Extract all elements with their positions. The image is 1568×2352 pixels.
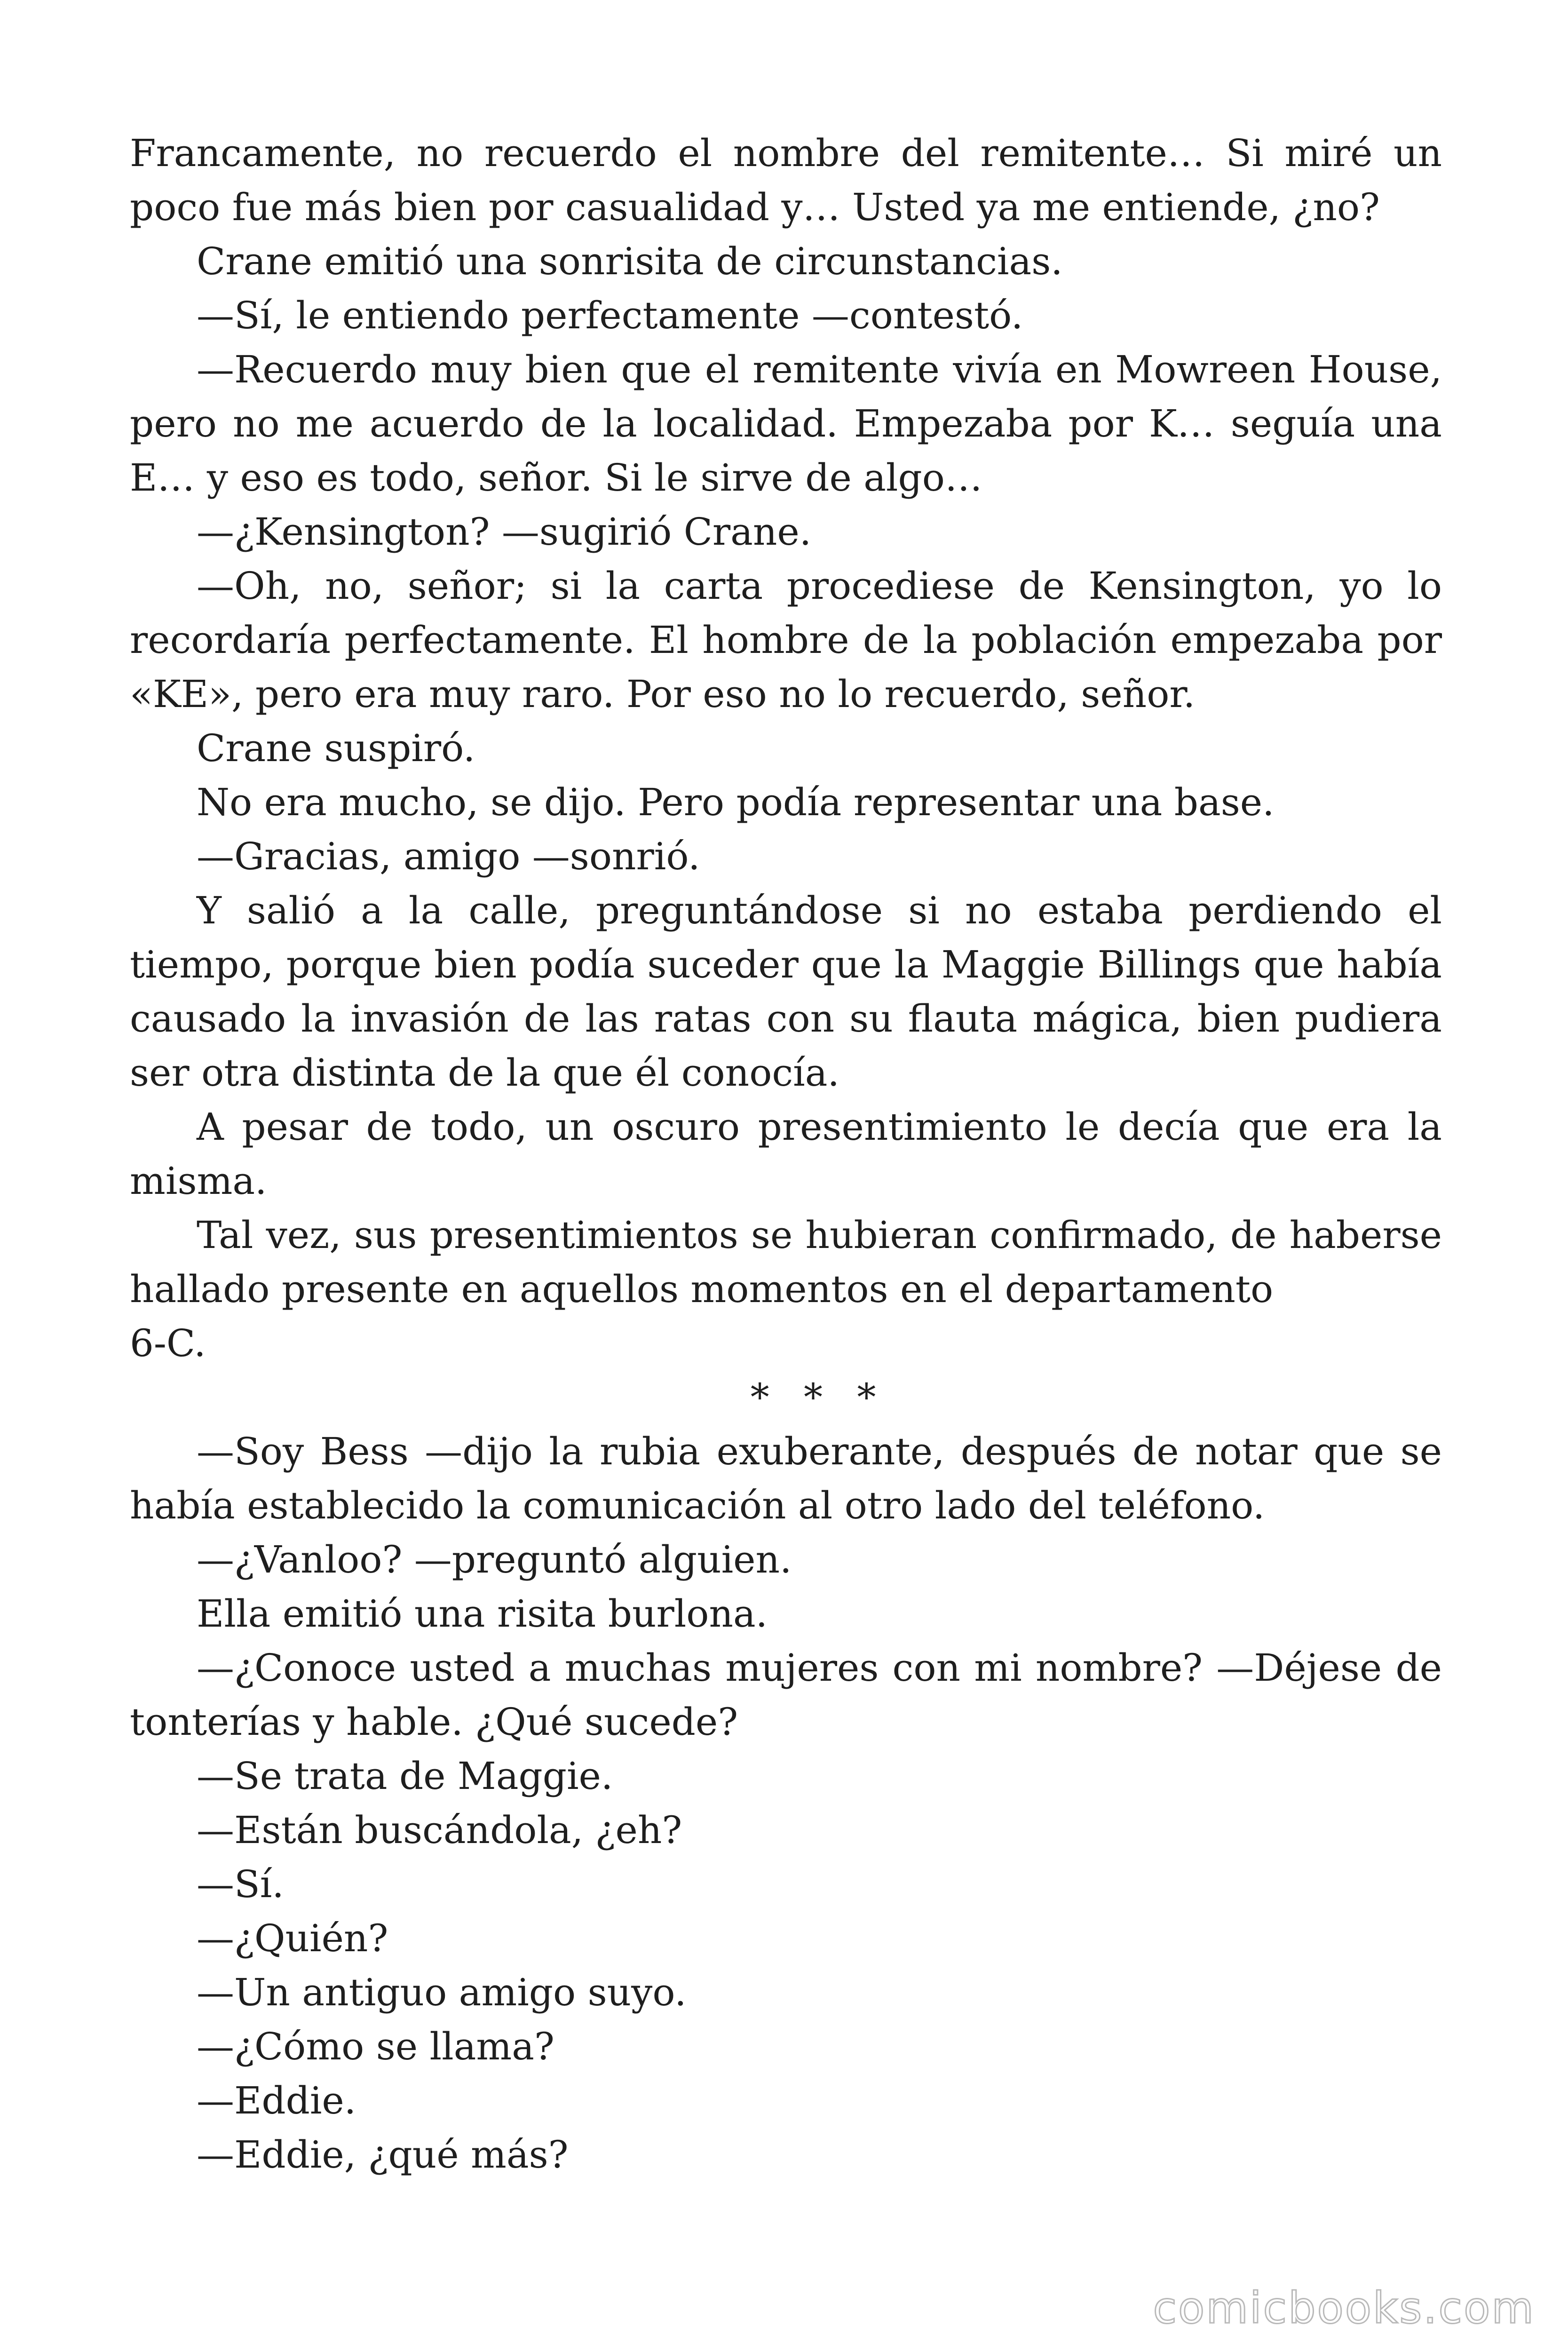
paragraph: No era mucho, se dijo. Pero podía representar una base. (197, 780, 1275, 824)
paragraph: —Están buscándola, ¿eh? (197, 1808, 682, 1852)
paragraph: —¿Quién? (197, 1916, 388, 1960)
paragraph: Crane emitió una sonrisita de circunstancias. (197, 239, 1063, 283)
paragraph: Crane suspiró. (197, 726, 475, 770)
paragraph: —Eddie. (197, 2079, 356, 2122)
paragraph: A pesar de todo, un oscuro presentimiento le decía que era la misma. (130, 1105, 1442, 1203)
paragraph: —Soy Bess —dijo la rubia exuberante, después de notar que se había establecido la comunicación al otro lado del teléfono. (130, 1430, 1442, 1527)
section-separator: * * * (750, 1375, 887, 1419)
page-text (130, 126, 1442, 2182)
paragraph: Y salió a la calle, preguntándose si no estaba perdiendo el tiempo, porque bien podía suceder que la Maggie Billings que había causado la invasión de las ratas con su flauta mágica, bien pudiera ser otra distinta de la que él conocía. (130, 889, 1442, 1095)
paragraph: —Se trata de Maggie. (197, 1754, 613, 1798)
paragraph: —Sí. (197, 1862, 284, 1906)
paragraph: Tal vez, sus presentimientos se hubieran confirmado, de haberse hallado presente en aquellos momentos en el departamento (130, 1213, 1442, 1311)
paragraph: —¿Conoce usted a muchas mujeres con mi nombre? —Déjese de tonterías y hable. ¿Qué sucede? (130, 1646, 1442, 1744)
paragraph: —Oh, no, señor; si la carta procediese de Kensington, yo lo recordaría perfectamente. El hombre de la población empezaba por «KE», pero era muy raro. Por eso no lo recuerdo, señor. (130, 564, 1442, 716)
paragraph: —Un antiguo amigo suyo. (197, 1971, 687, 2014)
paragraph: —Gracias, amigo —sonrió. (197, 834, 700, 878)
paragraph: —Recuerdo muy bien que el remitente vivía en Mowreen House, pero no me acuerdo de la localidad. Empezaba por K… seguía una E… y eso es todo, señor. Si le sirve de algo… (130, 348, 1442, 500)
paragraph: Ella emitió una risita burlona. (197, 1592, 768, 1636)
paragraph: 6-C. (130, 1321, 206, 1365)
paragraph: —¿Vanloo? —preguntó alguien. (197, 1538, 792, 1581)
paragraph: —Sí, le entiendo perfectamente —contestó. (197, 294, 1023, 337)
paragraph: —¿Cómo se llama? (197, 2025, 554, 2068)
paragraph: —¿Kensington? —sugirió Crane. (197, 510, 812, 554)
paragraph: —Eddie, ¿qué más? (197, 2133, 569, 2177)
watermark: comicbooks.com (1153, 2283, 1535, 2333)
paragraph: Francamente, no recuerdo el nombre del remitente… Si miré un poco fue más bien por casualidad y… Usted ya me entiende, ¿no? (130, 131, 1442, 229)
